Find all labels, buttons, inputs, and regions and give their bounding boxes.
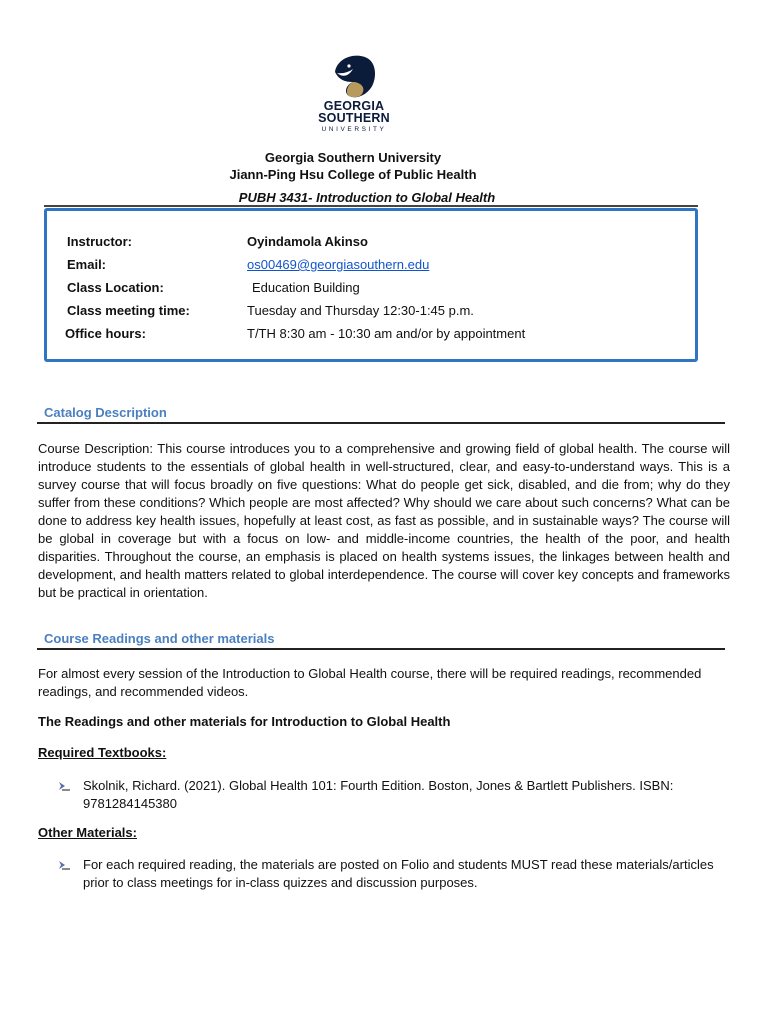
header-divider [44, 205, 698, 207]
readings-subheading: The Readings and other materials for Introduction to Global Health [38, 714, 451, 729]
time-value: Tuesday and Thursday 12:30-1:45 p.m. [247, 303, 474, 318]
catalog-heading: Catalog Description [44, 405, 167, 420]
catalog-body: Course Description: This course introduces you to a comprehensive and growing field of global health. The course will introduce students to the essentials of global health in well-structured, clear, and easy-to-understand ways. This is a survey course that will focus broadly on five questions: What do people get sick, disabled, and die from; why do they suffer from these conditions? Which people are most affected? Why should we care about such concerns? What can be done to address key health issues, hopefully at least cost, as fast as possible, and in sustainable ways? The course will be global in coverage but with a focus on low- and middle-income countries, the health of the poor, and health disparities. Throughout the course, an emphasis is placed on health systems issues, the linkages between health and development, and health matters related to global interdependence. The course will cover key concepts and frameworks but be practical in orientation. [38, 441, 730, 600]
catalog-divider [37, 422, 725, 424]
university-name: Georgia Southern University [264, 150, 442, 165]
location-label: Class Location: [67, 280, 164, 295]
required-textbooks-label: Required Textbooks: [38, 745, 167, 760]
arrow-bullet-icon [58, 780, 70, 792]
other-materials-label: Other Materials: [38, 825, 137, 840]
other-material-text: For each required reading, the materials are posted on Folio and students MUST read these materials/articles prior to class meetings for in-class quizzes and discussion purposes. [83, 857, 714, 890]
logo-word-university: UNIVERSITY [321, 126, 387, 133]
course-title: PUBH 3431- Introduction to Global Health [238, 190, 496, 205]
required-textbook-text: Skolnik, Richard. (2021). Global Health 101: Fourth Edition. Boston, Jones & Bartlett Publishers. ISBN: 9781284145380 [83, 778, 674, 811]
readings-divider [37, 648, 725, 650]
email-label: Email: [67, 257, 107, 272]
instructor-label: Instructor: [67, 234, 132, 249]
location-value: Education Building [252, 280, 360, 295]
readings-intro: For almost every session of the Introduction to Global Health course, there will be required readings, recommended readings, and recommended videos. [38, 666, 702, 699]
university-logo [318, 52, 390, 133]
logo-word-georgia: GEORGIA [323, 99, 385, 113]
college-name: Jiann-Ping Hsu College of Public Health [229, 167, 477, 182]
logo-word-southern: SOUTHERN [318, 111, 390, 125]
office-value: T/TH 8:30 am - 10:30 am and/or by appointment [247, 326, 526, 341]
course-info-box [44, 208, 698, 362]
eagle-logo-icon [331, 52, 377, 100]
office-label: Office hours: [65, 326, 146, 341]
time-label: Class meeting time: [67, 303, 190, 318]
arrow-bullet-icon [58, 859, 70, 871]
email-link[interactable]: os00469@georgiasouthern.edu [247, 257, 430, 272]
instructor-value: Oyindamola Akinso [247, 234, 368, 249]
readings-heading: Course Readings and other materials [44, 631, 275, 646]
